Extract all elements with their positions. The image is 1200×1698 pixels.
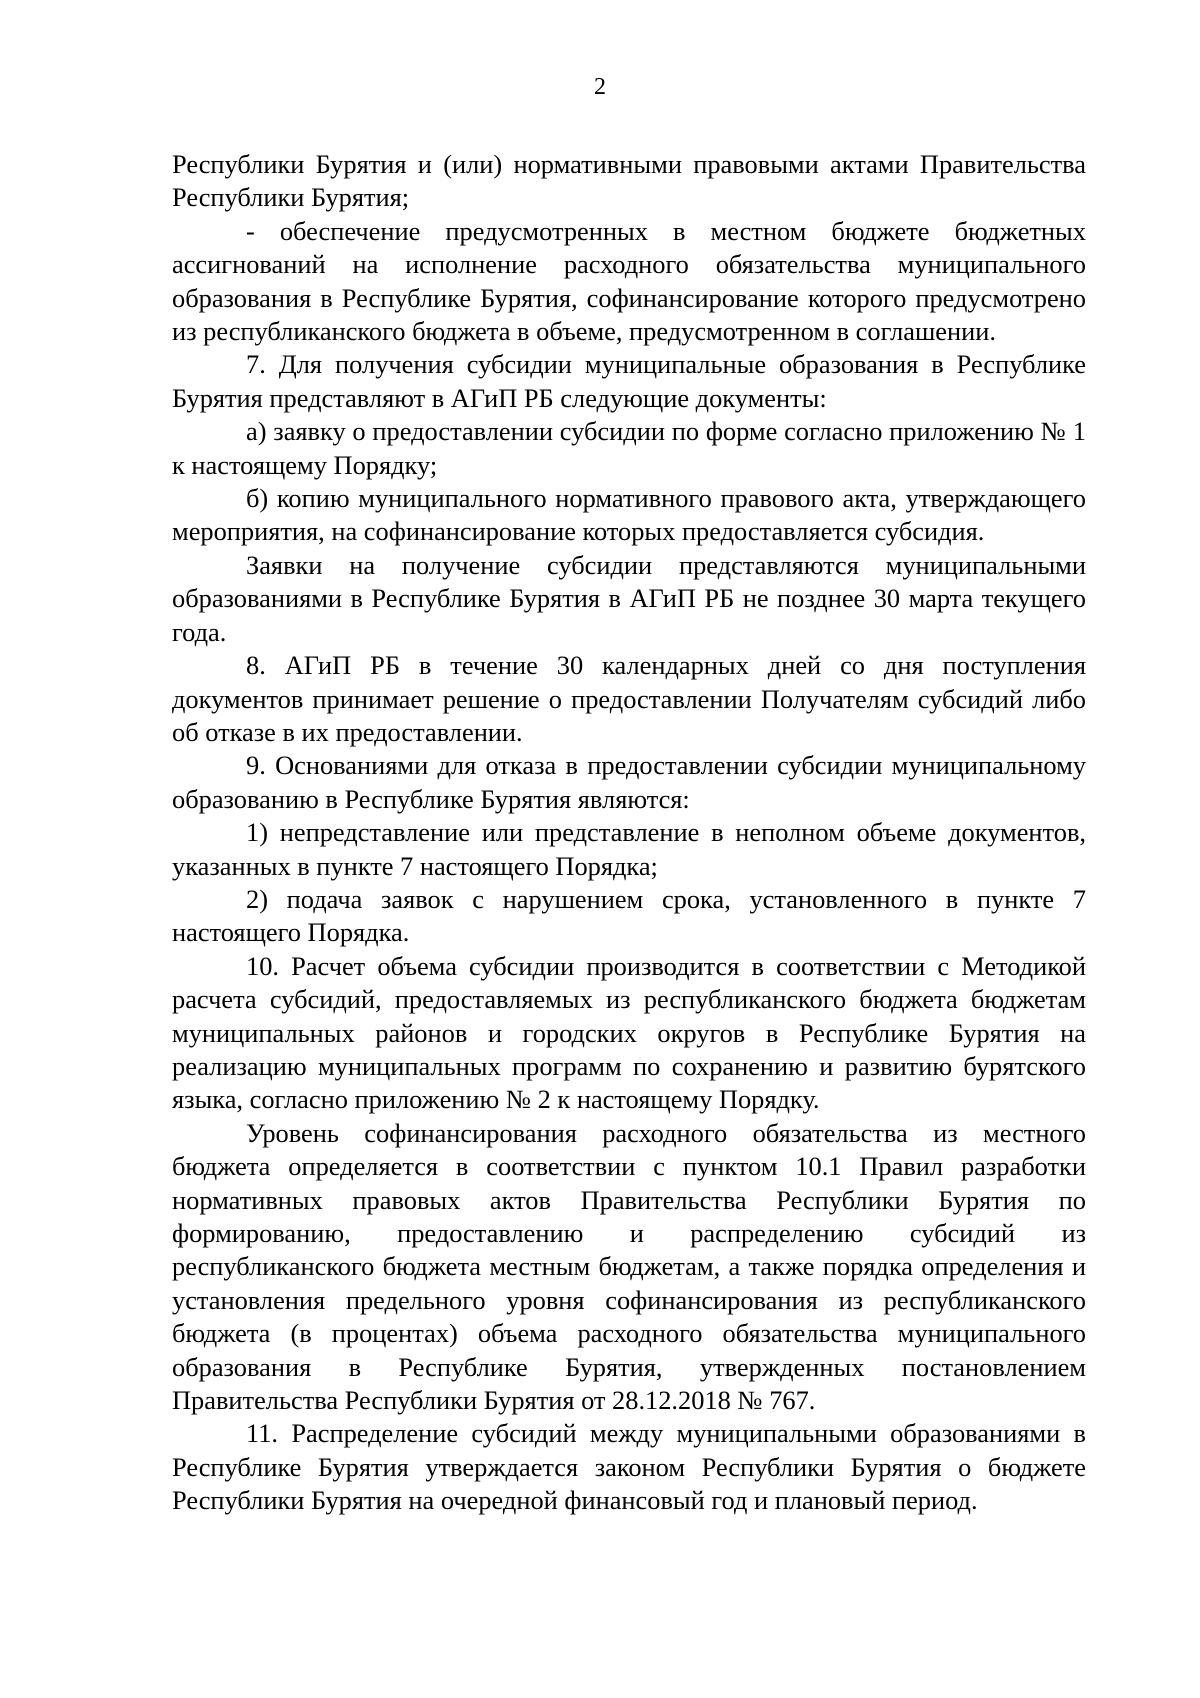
- paragraph-item-7: 7. Для получения субсидии муниципальные образования в Республике Бурятия представляют в АГиП РБ следующие документы:: [172, 349, 1086, 413]
- page-number: 2: [594, 74, 606, 100]
- paragraph-item-9-1: 1) непредставление или представление в неполном объеме документов, указанных в пункте 7 настоящего Порядка;: [172, 817, 1086, 881]
- paragraph-item-11: 11. Распределение субсидий между муниципальными образованиями в Республике Бурятия утверждается законом Республики Бурятия о бюджете Республики Бурятия на очередной финансовый год и плановый период.: [172, 1418, 1086, 1516]
- paragraph-application-deadline: Заявки на получение субсидии представляются муниципальными образованиями в Республике Бурятия в АГиП РБ не позднее 30 марта текущего года.: [172, 549, 1086, 647]
- paragraph-item-10: 10. Расчет объема субсидии производится в соответствии с Методикой расчета субсидий, предоставляемых из республиканского бюджета бюджетам муниципальных районов и городских округов в Республике Бурятия на реализацию муниципальных программ по сохранению и развитию бурятского языка, согласно приложению № 2 к настоящему Порядку.: [172, 950, 1086, 1115]
- paragraph-cofinancing-level: Уровень софинансирования расходного обязательства из местного бюджета определяется в соответствии с пунктом 10.1 Правил разработки нормативных правовых актов Правительства Республики Бурятия по формированию, предоставлению и распределению субсидий из республиканского бюджета местным бюджетам, а также порядка определения и установления предельного уровня софинансирования из республиканского бюджета (в процентах) объема расходного обязательства муниципального образования в Республике Бурятия, утвержденных постановлением Правительства Республики Бурятия от 28.12.2018 № 767.: [172, 1117, 1086, 1416]
- paragraph-item-7b: б) копию муниципального нормативного правового акта, утверждающего мероприятия, на софинансирование которых предоставляется субсидия.: [172, 483, 1086, 547]
- paragraph-item-9: 9. Основаниями для отказа в предоставлении субсидии муниципальному образованию в Республике Бурятия являются:: [172, 750, 1086, 814]
- paragraph-item-7a: а) заявку о предоставлении субсидии по форме согласно приложению № 1 к настоящему Порядку;: [172, 416, 1086, 480]
- document-body: [172, 148, 1086, 1518]
- paragraph-continuation: Республики Бурятия и (или) нормативными правовыми актами Правительства Республики Бурятия;: [172, 149, 1086, 213]
- paragraph-item-9-2: 2) подача заявок с нарушением срока, установленного в пункте 7 настоящего Порядка.: [172, 883, 1086, 948]
- paragraph-item-8: 8. АГиП РБ в течение 30 календарных дней со дня поступления документов принимает решение о предоставлении Получателям субсидий либо об отказе в их предоставлении.: [172, 650, 1086, 747]
- paragraph-budget-provision: - обеспечение предусмотренных в местном бюджете бюджетных ассигнований на исполнение расходного обязательства муниципального образования в Республике Бурятия, софинансирование которого предусмотрено из республиканского бюджета в объеме, предусмотренном в соглашении.: [172, 215, 1086, 347]
